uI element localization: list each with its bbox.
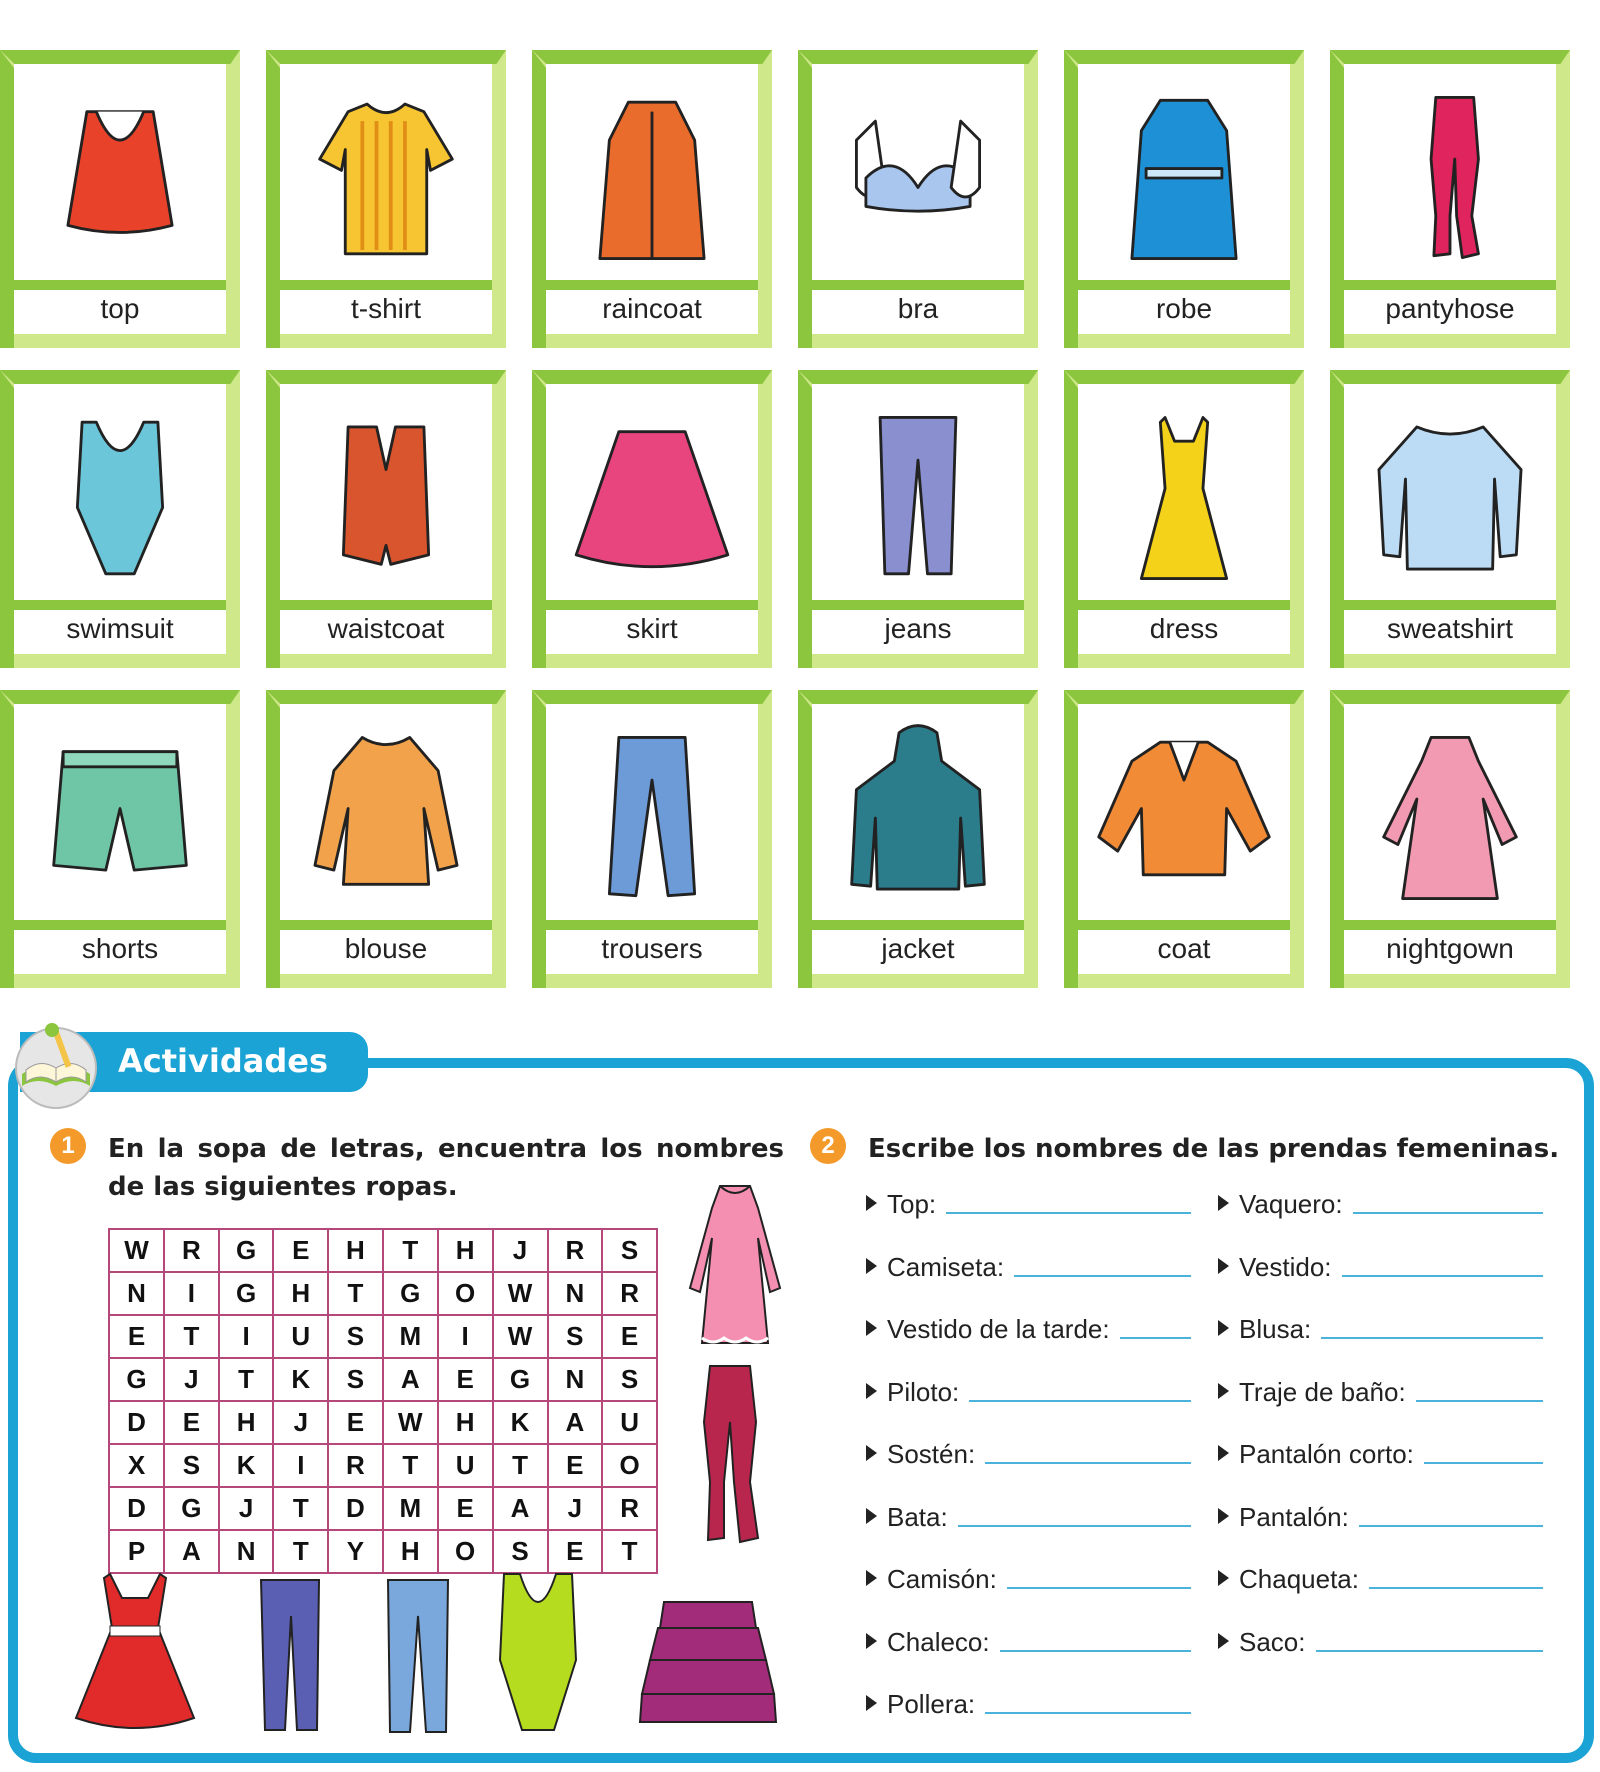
flashcard-raincoat [532, 50, 772, 348]
flashcard-label: skirt [546, 610, 758, 654]
grid-cell[interactable]: I [438, 1315, 493, 1358]
blue-jeans-icon [255, 1576, 325, 1734]
bullet-triangle-icon [866, 1383, 877, 1399]
grid-cell[interactable]: J [273, 1401, 328, 1444]
bra-icon [828, 78, 1008, 278]
grid-cell[interactable]: H [438, 1401, 493, 1444]
swimsuit-icon [30, 398, 210, 598]
answer-line[interactable] [969, 1400, 1191, 1402]
nightgown-icon [680, 1178, 790, 1348]
exercise-2-instruction: Escribe los nombres de las prendas femeninas. [868, 1134, 1560, 1164]
fill-item-label: Piloto: [887, 1376, 960, 1407]
flashcard-shorts [0, 690, 240, 988]
word-search-grid[interactable] [108, 1228, 658, 1574]
grid-cell[interactable]: U [273, 1315, 328, 1358]
bullet-triangle-icon [866, 1508, 877, 1524]
grid-cell[interactable]: H [383, 1530, 438, 1573]
flashcard-top [0, 50, 240, 348]
grid-cell[interactable]: G [383, 1272, 438, 1315]
fill-item-label: Camisón: [887, 1564, 997, 1594]
grid-cell[interactable]: T [273, 1530, 328, 1573]
bullet-triangle-icon [1218, 1195, 1229, 1211]
fill-item [866, 1305, 1191, 1345]
flashcard-bra [798, 50, 1038, 348]
dress-icon [1094, 398, 1274, 598]
grid-cell[interactable]: D [109, 1401, 164, 1444]
grid-cell[interactable]: W [383, 1401, 438, 1444]
fill-item [866, 1618, 1191, 1658]
answer-line[interactable] [1014, 1275, 1191, 1277]
bullet-triangle-icon [1218, 1320, 1229, 1336]
grid-row [109, 1530, 657, 1573]
grid-row [109, 1315, 657, 1358]
grid-cell[interactable]: I [219, 1315, 274, 1358]
shorts-icon [30, 718, 210, 918]
fill-item-label: Saco: [1239, 1626, 1306, 1657]
grid-cell[interactable]: T [493, 1444, 548, 1487]
answer-line[interactable] [1120, 1337, 1191, 1339]
flashcard-swimsuit [0, 370, 240, 668]
sweatshirt-icon [1360, 398, 1540, 598]
grid-cell[interactable]: M [383, 1487, 438, 1530]
grid-cell[interactable]: J [219, 1487, 274, 1530]
answer-line[interactable] [985, 1712, 1191, 1714]
bullet-triangle-icon [1218, 1508, 1229, 1524]
flashcard-label: raincoat [546, 290, 758, 334]
grid-cell[interactable]: T [328, 1272, 383, 1315]
fill-item-label: Top: [887, 1189, 937, 1219]
grid-cell[interactable]: W [109, 1229, 164, 1272]
grid-cell[interactable]: D [109, 1487, 164, 1530]
fill-item [1218, 1368, 1543, 1408]
grid-cell[interactable]: T [602, 1530, 657, 1573]
answer-line[interactable] [1369, 1587, 1543, 1589]
grid-cell[interactable]: D [328, 1487, 383, 1530]
pantyhose-icon [700, 1362, 770, 1550]
bullet-triangle-icon [866, 1445, 877, 1461]
grid-cell[interactable]: E [438, 1358, 493, 1401]
grid-cell[interactable]: N [219, 1530, 274, 1573]
fill-item-label: Vestido de la tarde: [887, 1314, 1110, 1344]
flashcard-label: coat [1078, 930, 1290, 974]
grid-cell[interactable]: H [438, 1229, 493, 1272]
answer-line[interactable] [985, 1462, 1191, 1464]
flashcard-blouse [266, 690, 506, 988]
flashcard-label: bra [812, 290, 1024, 334]
exercise-2-number: 2 [810, 1128, 846, 1164]
activities-title: Actividades [118, 1042, 328, 1080]
grid-cell[interactable]: J [493, 1229, 548, 1272]
bullet-triangle-icon [866, 1695, 877, 1711]
grid-cell[interactable]: R [164, 1229, 219, 1272]
grid-cell[interactable]: I [164, 1272, 219, 1315]
grid-cell[interactable]: E [548, 1530, 603, 1573]
grid-row [109, 1444, 657, 1487]
fill-item [1218, 1430, 1543, 1470]
fill-item-label: Traje de baño: [1239, 1376, 1406, 1407]
grid-cell[interactable]: A [164, 1530, 219, 1573]
grid-cell[interactable]: N [548, 1358, 603, 1401]
grid-cell[interactable]: E [164, 1401, 219, 1444]
fill-item-label: Sostén: [887, 1439, 976, 1469]
grid-cell[interactable]: U [438, 1444, 493, 1487]
waistcoat-icon [296, 398, 476, 598]
bullet-triangle-icon [866, 1258, 877, 1274]
grid-row [109, 1229, 657, 1272]
fill-item [866, 1680, 1191, 1720]
grid-cell[interactable]: S [328, 1358, 383, 1401]
grid-cell[interactable]: J [164, 1358, 219, 1401]
bullet-triangle-icon [866, 1570, 877, 1586]
fill-item [1218, 1305, 1543, 1345]
grid-cell[interactable]: S [328, 1315, 383, 1358]
bullet-triangle-icon [866, 1195, 877, 1211]
fill-item-label: Bata: [887, 1501, 948, 1532]
robe-icon [1094, 78, 1274, 278]
flashcard-label: jacket [812, 930, 1024, 974]
jeans-icon [828, 398, 1008, 598]
flashcard-label: robe [1078, 290, 1290, 334]
fill-item-label: Chaleco: [887, 1626, 990, 1657]
skirt-icon [562, 398, 742, 598]
grid-row [109, 1487, 657, 1530]
fill-item [1218, 1493, 1543, 1533]
grid-cell[interactable]: Y [328, 1530, 383, 1573]
striped-tshirt-icon [296, 78, 476, 278]
grid-cell[interactable]: N [548, 1272, 603, 1315]
grid-cell[interactable]: G [493, 1358, 548, 1401]
grid-cell[interactable]: T [383, 1444, 438, 1487]
answer-line[interactable] [1007, 1587, 1191, 1589]
grid-cell[interactable]: A [383, 1358, 438, 1401]
fill-item-label: Pantalón corto: [1239, 1439, 1414, 1469]
red-dress-icon [70, 1568, 200, 1736]
flashcard-waistcoat [266, 370, 506, 668]
grid-cell[interactable]: O [438, 1530, 493, 1573]
grid-cell[interactable]: O [438, 1272, 493, 1315]
flashcard-sweatshirt [1330, 370, 1570, 668]
grid-cell[interactable]: A [493, 1487, 548, 1530]
grid-cell[interactable]: S [602, 1358, 657, 1401]
grid-cell[interactable]: R [548, 1229, 603, 1272]
bullet-triangle-icon [866, 1633, 877, 1649]
answer-line[interactable] [1000, 1650, 1191, 1652]
fill-item [1218, 1243, 1543, 1283]
cardigan-icon [1094, 718, 1274, 918]
fill-item [866, 1493, 1191, 1533]
grid-cell[interactable]: M [383, 1315, 438, 1358]
answer-line[interactable] [1359, 1525, 1543, 1527]
answer-line[interactable] [1416, 1400, 1543, 1402]
grid-cell[interactable]: H [219, 1401, 274, 1444]
pantyhose-icon [1360, 78, 1540, 278]
grid-cell[interactable]: W [493, 1272, 548, 1315]
fill-item [1218, 1180, 1543, 1220]
grid-cell[interactable]: S [164, 1444, 219, 1487]
grid-cell[interactable]: S [548, 1315, 603, 1358]
grid-cell[interactable]: X [109, 1444, 164, 1487]
grid-row [109, 1401, 657, 1444]
grid-cell[interactable]: P [109, 1530, 164, 1573]
grid-cell[interactable]: T [273, 1487, 328, 1530]
light-trousers-icon [382, 1576, 454, 1736]
answer-line[interactable] [1321, 1337, 1543, 1339]
raincoat-icon [562, 78, 742, 278]
flashcard-coat [1064, 690, 1304, 988]
flashcard-jeans [798, 370, 1038, 668]
answer-line[interactable] [1342, 1275, 1543, 1277]
fill-item [1218, 1618, 1543, 1658]
open-book-icon [8, 1016, 104, 1112]
green-swimsuit-icon [494, 1570, 582, 1740]
fill-item-label: Vestido: [1239, 1251, 1332, 1282]
fill-item [1218, 1555, 1543, 1595]
grid-cell[interactable]: T [219, 1358, 274, 1401]
fill-item [866, 1555, 1191, 1595]
fill-item-label: Camiseta: [887, 1251, 1005, 1282]
grid-cell[interactable]: A [548, 1401, 603, 1444]
grid-cell[interactable]: G [219, 1229, 274, 1272]
fill-item-label: Pollera: [887, 1689, 976, 1719]
grid-cell[interactable]: O [602, 1444, 657, 1487]
grid-cell[interactable]: K [493, 1401, 548, 1444]
grid-cell[interactable]: E [602, 1315, 657, 1358]
grid-cell[interactable]: T [383, 1229, 438, 1272]
bullet-triangle-icon [1218, 1570, 1229, 1586]
grid-cell[interactable]: H [273, 1272, 328, 1315]
bullet-triangle-icon [1218, 1383, 1229, 1399]
bullet-triangle-icon [866, 1320, 877, 1336]
grid-cell[interactable]: S [493, 1530, 548, 1573]
answer-line[interactable] [946, 1212, 1191, 1214]
answer-line[interactable] [1353, 1212, 1543, 1214]
grid-cell[interactable]: H [328, 1229, 383, 1272]
fill-item [866, 1368, 1191, 1408]
grid-cell[interactable]: G [109, 1358, 164, 1401]
halter-top-icon [30, 78, 210, 278]
fill-item [866, 1430, 1191, 1470]
jacket-icon [828, 718, 1008, 918]
flashcard-label: shorts [14, 930, 226, 974]
flashcard-grid [0, 50, 1600, 1000]
fill-item [866, 1243, 1191, 1283]
flashcard-label: dress [1078, 610, 1290, 654]
fill-item-label: Vaquero: [1239, 1189, 1343, 1219]
flashcard-jacket [798, 690, 1038, 988]
grid-cell[interactable]: N [109, 1272, 164, 1315]
answer-line[interactable] [1424, 1462, 1543, 1464]
flashcard-label: pantyhose [1344, 290, 1556, 334]
grid-cell[interactable]: E [548, 1444, 603, 1487]
answer-line[interactable] [1316, 1650, 1544, 1652]
flashcard-label: blouse [280, 930, 492, 974]
flashcard-label: nightgown [1344, 930, 1556, 974]
grid-cell[interactable]: R [602, 1272, 657, 1315]
grid-cell[interactable]: E [328, 1401, 383, 1444]
exercise-1-number: 1 [50, 1128, 86, 1164]
grid-cell[interactable]: T [164, 1315, 219, 1358]
flashcard-robe [1064, 50, 1304, 348]
blouse-icon [296, 718, 476, 918]
grid-row [109, 1272, 657, 1315]
grid-cell[interactable]: R [602, 1487, 657, 1530]
grid-cell[interactable]: I [273, 1444, 328, 1487]
fill-item-label: Blusa: [1239, 1314, 1312, 1344]
bullet-triangle-icon [1218, 1633, 1229, 1649]
fill-item-label: Chaqueta: [1239, 1564, 1359, 1594]
flashcard-t-shirt [266, 50, 506, 348]
grid-cell[interactable]: S [602, 1229, 657, 1272]
grid-cell[interactable]: G [164, 1487, 219, 1530]
flashcard-skirt [532, 370, 772, 668]
flashcard-pantyhose [1330, 50, 1570, 348]
grid-cell[interactable]: K [273, 1358, 328, 1401]
fill-item [866, 1180, 1191, 1220]
grid-cell[interactable]: G [219, 1272, 274, 1315]
grid-cell[interactable]: E [109, 1315, 164, 1358]
bullet-triangle-icon [1218, 1445, 1229, 1461]
nightgown-icon [1360, 718, 1540, 918]
grid-cell[interactable]: E [438, 1487, 493, 1530]
trousers-icon [562, 718, 742, 918]
grid-cell[interactable]: R [328, 1444, 383, 1487]
flashcard-dress [1064, 370, 1304, 668]
grid-row [109, 1358, 657, 1401]
grid-cell[interactable]: E [273, 1229, 328, 1272]
flashcard-label: t-shirt [280, 290, 492, 334]
ruffled-skirt-icon [638, 1598, 778, 1726]
flashcard-label: top [14, 290, 226, 334]
flashcard-label: waistcoat [280, 610, 492, 654]
answer-line[interactable] [958, 1525, 1191, 1527]
bullet-triangle-icon [1218, 1258, 1229, 1274]
grid-cell[interactable]: K [219, 1444, 274, 1487]
fill-item-label: Pantalón: [1239, 1501, 1349, 1532]
flashcard-label: sweatshirt [1344, 610, 1556, 654]
flashcard-nightgown [1330, 690, 1570, 988]
grid-cell[interactable]: W [493, 1315, 548, 1358]
grid-cell[interactable]: U [602, 1401, 657, 1444]
exercise-1-instruction: En la sopa de letras, encuentra los nombres de las siguientes ropas. [108, 1134, 784, 1202]
flashcard-label: trousers [546, 930, 758, 974]
flashcard-label: swimsuit [14, 610, 226, 654]
flashcard-label: jeans [812, 610, 1024, 654]
flashcard-trousers [532, 690, 772, 988]
grid-cell[interactable]: J [548, 1487, 603, 1530]
